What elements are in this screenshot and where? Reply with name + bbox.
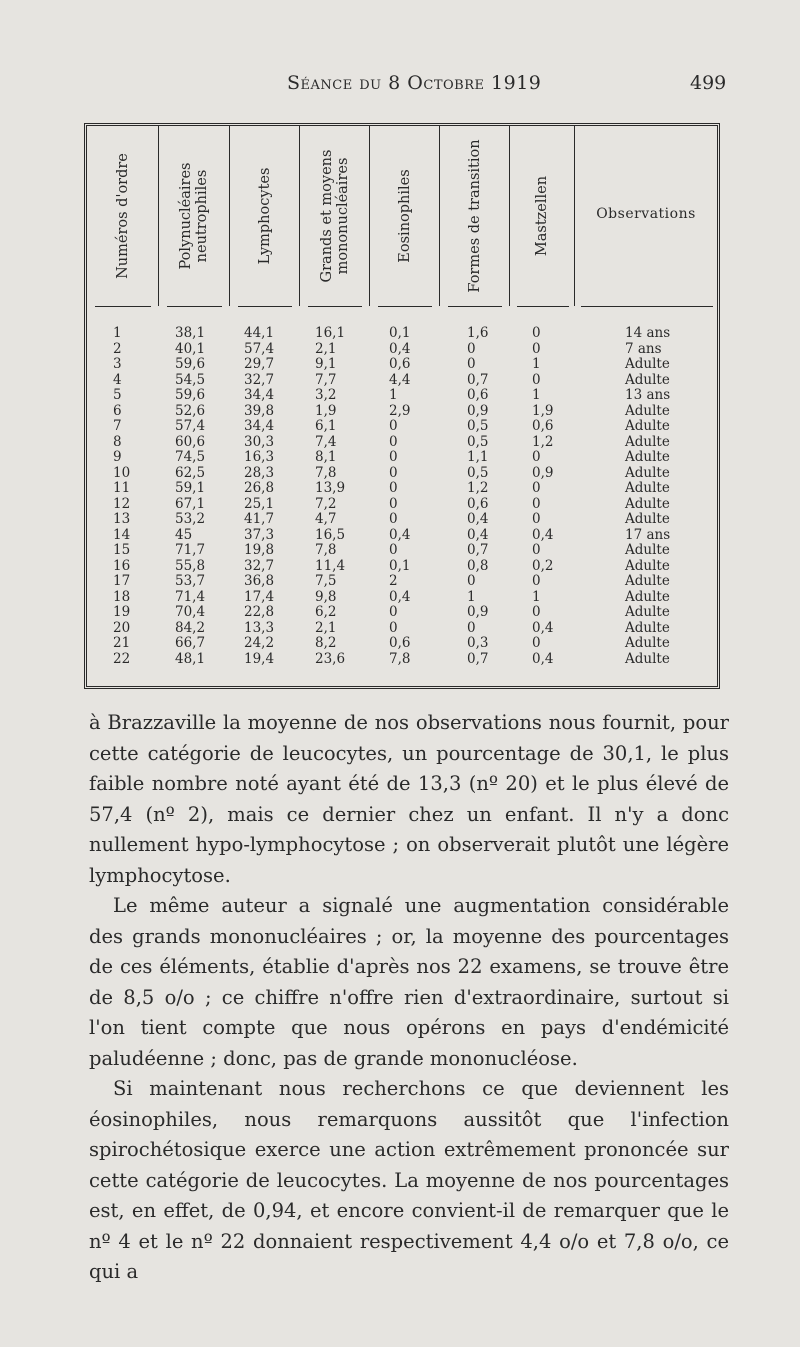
cell-observations: Adulte [625, 464, 670, 481]
cell-observations: 13 ans [625, 387, 671, 403]
cell-formes-transition: 1,2 [467, 480, 489, 496]
cell-eosinophiles: 0,4 [389, 588, 411, 605]
cell-polynucleaires: 66,7 [175, 635, 206, 651]
header-rule [517, 306, 569, 307]
cell-mononucleaires: 7,8 [315, 464, 337, 481]
cell-numero: 18 [113, 588, 131, 605]
cell-formes-transition: 0,7 [467, 650, 489, 667]
cell-observations: Adulte [625, 449, 670, 465]
cell-formes-transition: 0,7 [467, 371, 489, 388]
cell-mononucleaires: 7,4 [315, 433, 337, 450]
cell-mastzellen: 1,9 [532, 402, 554, 419]
cell-mastzellen: 0 [532, 340, 541, 357]
cell-mononucleaires: 9,8 [315, 588, 337, 605]
table-row [87, 326, 717, 342]
cell-polynucleaires: 74,5 [175, 449, 206, 465]
cell-numero: 6 [113, 402, 122, 419]
header-rule [448, 306, 502, 307]
cell-numero: 11 [113, 480, 131, 496]
cell-numero: 1 [113, 325, 122, 341]
cell-numero: 16 [113, 557, 131, 574]
cell-lymphocytes: 37,3 [244, 526, 275, 543]
table-row [87, 435, 717, 451]
paragraph: à Brazzaville la moyenne de nos observations nous fournit, pour cette catégorie de leucocytes, un pourcentage de 30,1, le plus faible nombre noté ayant été de 13,3 (nº 20) et le plus élevé de 57,4 (nº 2), mais ce dernier chez un enfant. Il n'y a donc nullement hypo-lymphocytose ; on observerait plutôt une légère lymphocytose. [89, 711, 729, 887]
cell-lymphocytes: 34,4 [244, 387, 275, 403]
table-row [87, 621, 717, 637]
paragraph: Si maintenant nous recherchons ce que deviennent les éosinophiles, nous remarquons aussitôt que l'infection spirochétosique exerce une action extrêmement prononcée sur cette catégorie de leucocytes. La moyenne de nos pourcentages est, en effet, de 0,94, et encore convient-il de remarquer que le nº 4 et le nº 22 donnaient respectivement 4,4 o/o et 7,8 o/o, ce qui a [89, 1077, 729, 1283]
cell-formes-transition: 0 [467, 340, 476, 357]
cell-mastzellen: 1 [532, 387, 541, 403]
cell-eosinophiles: 0,6 [389, 356, 411, 372]
cell-mastzellen: 0 [532, 635, 541, 651]
table-row [87, 528, 717, 544]
cell-mononucleaires: 7,2 [315, 495, 337, 512]
cell-formes-transition: 0,6 [467, 387, 489, 403]
cell-polynucleaires: 55,8 [175, 557, 206, 574]
cell-mononucleaires: 1,9 [315, 402, 337, 419]
cell-mastzellen: 0 [532, 371, 541, 388]
cell-formes-transition: 0,6 [467, 495, 489, 512]
cell-mononucleaires: 9,1 [315, 356, 337, 372]
col-header-label: Lymphocytes [256, 167, 273, 265]
cell-polynucleaires: 53,2 [175, 511, 206, 527]
cell-mononucleaires: 2,1 [315, 340, 337, 357]
table-row [87, 543, 717, 559]
col-header-label: Grands et moyens mononucléaires [318, 149, 351, 283]
cell-eosinophiles: 0 [389, 480, 398, 496]
cell-mastzellen: 0,4 [532, 650, 554, 667]
cell-observations: Adulte [625, 511, 670, 527]
cell-numero: 12 [113, 495, 131, 512]
cell-observations: Adulte [625, 588, 670, 605]
cell-mononucleaires: 23,6 [315, 650, 346, 667]
cell-eosinophiles: 1 [389, 387, 398, 403]
cell-eosinophiles: 0,4 [389, 526, 411, 543]
cell-eosinophiles: 0,4 [389, 340, 411, 357]
cell-observations: Adulte [625, 604, 670, 620]
cell-observations: Adulte [625, 356, 670, 372]
cell-polynucleaires: 71,4 [175, 588, 206, 605]
cell-polynucleaires: 59,6 [175, 387, 206, 403]
cell-mastzellen: 0 [532, 495, 541, 512]
table-row [87, 497, 717, 513]
cell-lymphocytes: 29,7 [244, 356, 275, 372]
cell-observations: Adulte [625, 557, 670, 574]
cell-lymphocytes: 22,8 [244, 604, 275, 620]
cell-formes-transition: 1,6 [467, 325, 489, 341]
cell-lymphocytes: 13,3 [244, 619, 275, 636]
cell-polynucleaires: 59,1 [175, 480, 206, 496]
cell-formes-transition: 0,8 [467, 557, 489, 574]
page-number: 499 [690, 72, 727, 94]
cell-observations: Adulte [625, 480, 670, 496]
col-header-numeros [87, 126, 159, 306]
col-header-label: Polynucléaires neutrophiles [178, 162, 210, 270]
cell-mastzellen: 0 [532, 604, 541, 620]
col-header-mononucleaires [300, 126, 370, 306]
cell-eosinophiles: 0 [389, 449, 398, 465]
cell-mastzellen: 0,2 [532, 557, 554, 574]
cell-polynucleaires: 60,6 [175, 433, 206, 450]
cell-polynucleaires: 40,1 [175, 340, 206, 357]
cell-mononucleaires: 7,8 [315, 542, 337, 558]
cell-mastzellen: 1 [532, 356, 541, 372]
cell-mononucleaires: 8,1 [315, 449, 337, 465]
cell-polynucleaires: 71,7 [175, 542, 206, 558]
cell-formes-transition: 0 [467, 356, 476, 372]
cell-lymphocytes: 19,4 [244, 650, 275, 667]
cell-formes-transition: 0,5 [467, 464, 489, 481]
cell-lymphocytes: 32,7 [244, 371, 275, 388]
cell-observations: Adulte [625, 433, 670, 450]
cell-eosinophiles: 0,1 [389, 325, 411, 341]
cell-eosinophiles: 0 [389, 418, 398, 434]
header-rule [581, 306, 713, 307]
table-row [87, 636, 717, 652]
cell-observations: Adulte [625, 542, 670, 558]
cell-numero: 20 [113, 619, 131, 636]
header-rule [95, 306, 151, 307]
cell-observations: Adulte [625, 402, 670, 419]
cell-mastzellen: 0,4 [532, 526, 554, 543]
cell-observations: 17 ans [625, 526, 671, 543]
cell-lymphocytes: 19,8 [244, 542, 275, 558]
table-row [87, 388, 717, 404]
cell-observations: Adulte [625, 418, 670, 434]
cell-mononucleaires: 8,2 [315, 635, 337, 651]
table-row [87, 559, 717, 575]
cell-eosinophiles: 0 [389, 495, 398, 512]
cell-formes-transition: 0,5 [467, 418, 489, 434]
cell-lymphocytes: 16,3 [244, 449, 275, 465]
body-text [89, 708, 729, 1288]
cell-eosinophiles: 0 [389, 433, 398, 450]
cell-observations: Adulte [625, 650, 670, 667]
col-header-formes-transition [440, 126, 510, 306]
table-row [87, 419, 717, 435]
cell-mastzellen: 1 [532, 588, 541, 605]
cell-mononucleaires: 4,7 [315, 511, 337, 527]
cell-lymphocytes: 24,2 [244, 635, 275, 651]
table-row [87, 342, 717, 358]
table-row [87, 574, 717, 590]
cell-eosinophiles: 0 [389, 604, 398, 620]
cell-observations: Adulte [625, 371, 670, 388]
cell-mononucleaires: 2,1 [315, 619, 337, 636]
cell-numero: 21 [113, 635, 131, 651]
paragraph: Le même auteur a signalé une augmentation considérable des grands mononucléaires ; or, la moyenne des pourcentages de ces éléments, établie d'après nos 22 examens, se trouve être de 8,5 o/o ; ce chiffre n'offre rien d'extraordinaire, surtout si l'on tient compte que nous opérons en pays d'endémicité paludéenne ; donc, pas de grande mononucléose. [89, 894, 729, 1070]
cell-eosinophiles: 0 [389, 511, 398, 527]
cell-mononucleaires: 13,9 [315, 480, 346, 496]
table-row [87, 590, 717, 606]
cell-formes-transition: 0,9 [467, 604, 489, 620]
cell-polynucleaires: 59,6 [175, 356, 206, 372]
cell-eosinophiles: 0 [389, 619, 398, 636]
cell-numero: 14 [113, 526, 131, 543]
cell-lymphocytes: 17,4 [244, 588, 275, 605]
table-body [87, 326, 717, 667]
cell-numero: 15 [113, 542, 131, 558]
cell-lymphocytes: 44,1 [244, 325, 275, 341]
cell-numero: 22 [113, 650, 131, 667]
cell-polynucleaires: 62,5 [175, 464, 206, 481]
cell-mastzellen: 0,9 [532, 464, 554, 481]
cell-eosinophiles: 4,4 [389, 371, 411, 388]
col-header-lymphocytes [230, 126, 300, 306]
cell-numero: 5 [113, 387, 122, 403]
cell-lymphocytes: 57,4 [244, 340, 275, 357]
cell-eosinophiles: 0,6 [389, 635, 411, 651]
table-row [87, 652, 717, 668]
cell-formes-transition: 0 [467, 619, 476, 636]
cell-polynucleaires: 67,1 [175, 495, 206, 512]
cell-formes-transition: 0,3 [467, 635, 489, 651]
cell-mastzellen: 0 [532, 511, 541, 527]
cell-mastzellen: 0 [532, 449, 541, 465]
table-row [87, 404, 717, 420]
cell-numero: 10 [113, 464, 131, 481]
cell-mastzellen: 0,4 [532, 619, 554, 636]
table-row [87, 466, 717, 482]
col-header-polynucleaires [159, 126, 230, 306]
cell-observations: 7 ans [625, 340, 662, 357]
header-rule [308, 306, 362, 307]
cell-mastzellen: 0 [532, 480, 541, 496]
cell-numero: 9 [113, 449, 122, 465]
cell-eosinophiles: 0 [389, 542, 398, 558]
cell-observations: Adulte [625, 635, 670, 651]
header-rule [167, 306, 222, 307]
cell-formes-transition: 0,5 [467, 433, 489, 450]
cell-polynucleaires: 52,6 [175, 402, 206, 419]
cell-mononucleaires: 6,2 [315, 604, 337, 620]
cell-mononucleaires: 7,7 [315, 371, 337, 388]
cell-lymphocytes: 41,7 [244, 511, 275, 527]
cell-eosinophiles: 2 [389, 573, 398, 589]
cell-lymphocytes: 25,1 [244, 495, 275, 512]
cell-numero: 13 [113, 511, 131, 527]
cell-formes-transition: 0,4 [467, 526, 489, 543]
table-row [87, 512, 717, 528]
cell-mastzellen: 0,6 [532, 418, 554, 434]
cell-eosinophiles: 7,8 [389, 650, 411, 667]
col-header-label: Formes de transition [466, 139, 483, 293]
cell-mononucleaires: 16,5 [315, 526, 346, 543]
cell-mononucleaires: 11,4 [315, 557, 346, 574]
cell-numero: 2 [113, 340, 122, 357]
leucocyte-table [84, 123, 720, 689]
col-header-label: Mastzellen [534, 175, 550, 257]
cell-polynucleaires: 57,4 [175, 418, 206, 434]
cell-mononucleaires: 3,2 [315, 387, 337, 403]
cell-polynucleaires: 54,5 [175, 371, 206, 388]
cell-numero: 3 [113, 356, 122, 372]
cell-numero: 4 [113, 371, 122, 388]
table-row [87, 605, 717, 621]
col-header-label: Observations [596, 206, 696, 222]
cell-numero: 17 [113, 573, 131, 589]
cell-eosinophiles: 0 [389, 464, 398, 481]
col-header-label: Numéros d'ordre [114, 153, 131, 279]
cell-lymphocytes: 39,8 [244, 402, 275, 419]
cell-mononucleaires: 16,1 [315, 325, 346, 341]
cell-polynucleaires: 70,4 [175, 604, 206, 620]
cell-polynucleaires: 84,2 [175, 619, 206, 636]
cell-formes-transition: 0,9 [467, 402, 489, 419]
table-row [87, 373, 717, 389]
header-rule [238, 306, 292, 307]
table-row [87, 450, 717, 466]
cell-polynucleaires: 48,1 [175, 650, 206, 667]
cell-lymphocytes: 34,4 [244, 418, 275, 434]
cell-numero: 19 [113, 604, 131, 620]
cell-mastzellen: 0 [532, 542, 541, 558]
cell-formes-transition: 0,7 [467, 542, 489, 558]
cell-mononucleaires: 6,1 [315, 418, 337, 434]
cell-mastzellen: 0 [532, 325, 541, 341]
col-header-label: Eosinophiles [396, 169, 413, 263]
cell-mononucleaires: 7,5 [315, 573, 337, 589]
cell-eosinophiles: 2,9 [389, 402, 411, 419]
col-header-mastzellen [510, 126, 575, 306]
cell-polynucleaires: 53,7 [175, 573, 206, 589]
cell-polynucleaires: 45 [175, 526, 193, 543]
cell-eosinophiles: 0,1 [389, 557, 411, 574]
col-header-eosinophiles [370, 126, 440, 306]
table-row [87, 481, 717, 497]
cell-formes-transition: 1,1 [467, 449, 489, 465]
cell-formes-transition: 0 [467, 573, 476, 589]
table-header-row [87, 126, 717, 306]
cell-lymphocytes: 36,8 [244, 573, 275, 589]
cell-lymphocytes: 32,7 [244, 557, 275, 574]
cell-observations: Adulte [625, 495, 670, 512]
cell-numero: 8 [113, 433, 122, 450]
cell-mastzellen: 1,2 [532, 433, 554, 450]
cell-mastzellen: 0 [532, 573, 541, 589]
col-header-observations [575, 126, 717, 306]
cell-polynucleaires: 38,1 [175, 325, 206, 341]
cell-numero: 7 [113, 418, 122, 434]
running-title: Séance du 8 Octobre 1919 [287, 72, 542, 94]
cell-lymphocytes: 30,3 [244, 433, 275, 450]
cell-lymphocytes: 28,3 [244, 464, 275, 481]
cell-formes-transition: 1 [467, 588, 476, 605]
cell-observations: Adulte [625, 573, 670, 589]
page-header [0, 72, 800, 102]
cell-observations: 14 ans [625, 325, 671, 341]
table-row [87, 357, 717, 373]
header-rule [378, 306, 432, 307]
cell-formes-transition: 0,4 [467, 511, 489, 527]
cell-lymphocytes: 26,8 [244, 480, 275, 496]
cell-observations: Adulte [625, 619, 670, 636]
